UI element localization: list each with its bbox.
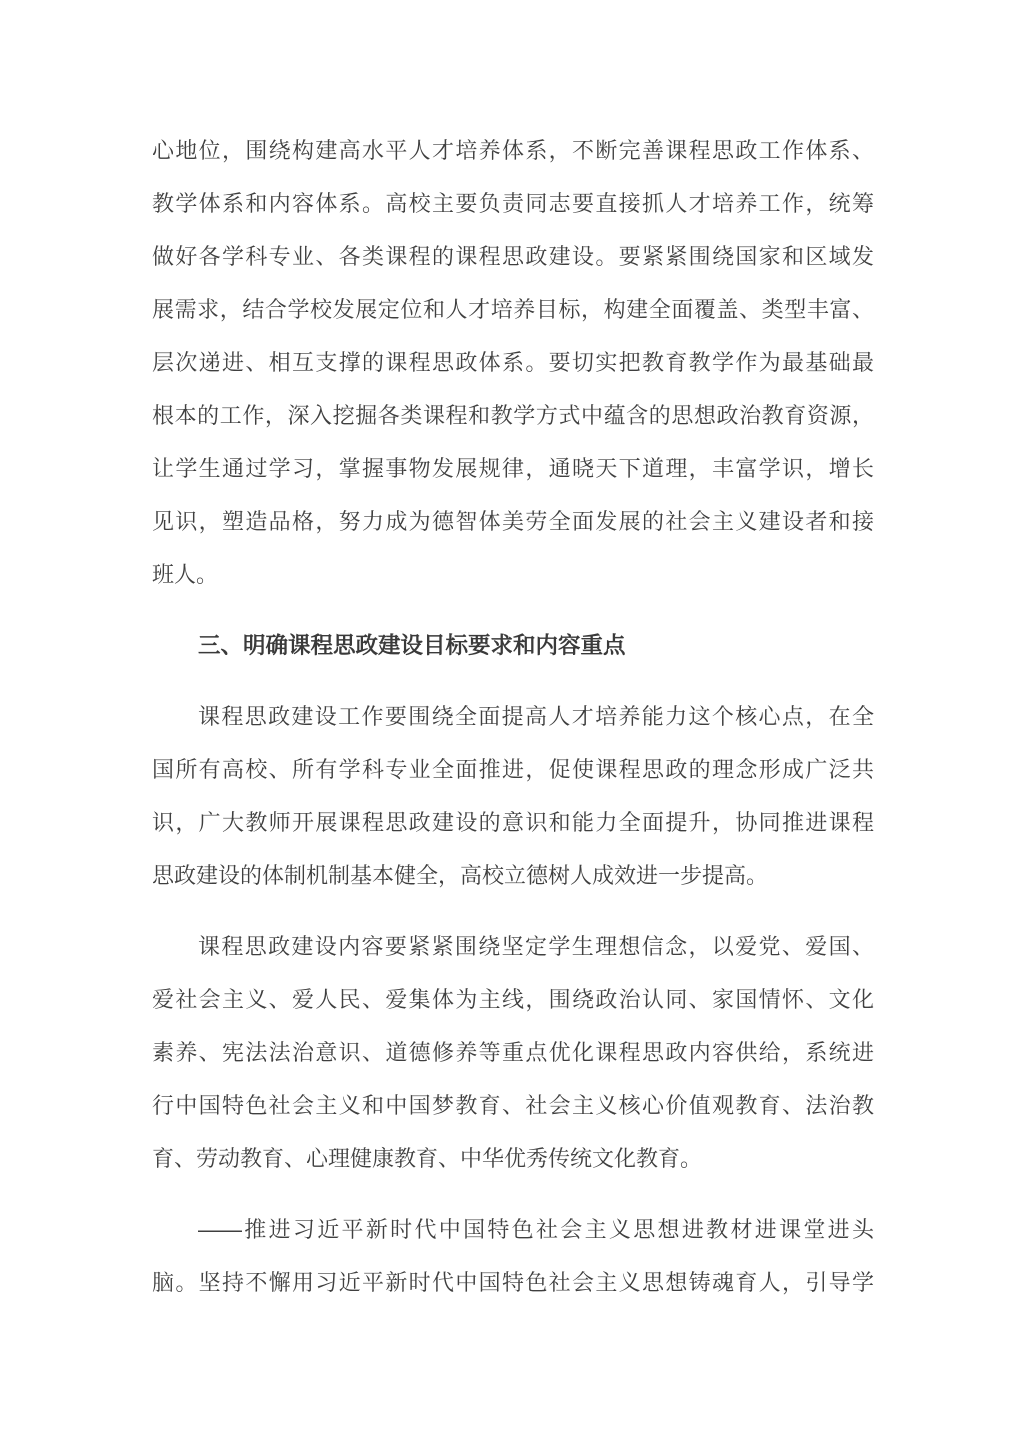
text-line: 课程思政建设内容要紧紧围绕坚定学生理想信念，以爱党、爱国、 xyxy=(198,934,874,959)
text-line: 心地位，围绕构建高水平人才培养体系，不断完善课程思政工作体系、 xyxy=(152,138,874,163)
document-text-area xyxy=(152,124,874,1327)
paragraph xyxy=(152,920,874,1185)
text-line: 行中国特色社会主义和中国梦教育、社会主义核心价值观教育、法治教 xyxy=(152,1093,874,1118)
text-line: 育、劳动教育、心理健康教育、中华优秀传统文化教育。 xyxy=(152,1146,703,1171)
text-line: 展需求，结合学校发展定位和人才培养目标，构建全面覆盖、类型丰富、 xyxy=(152,297,874,322)
text-line: 教学体系和内容体系。高校主要负责同志要直接抓人才培养工作，统筹 xyxy=(152,191,874,216)
text-line: 思政建设的体制机制基本健全，高校立德树人成效进一步提高。 xyxy=(152,863,769,888)
text-line: 做好各学科专业、各类课程的课程思政建设。要紧紧围绕国家和区域发 xyxy=(152,244,874,269)
paragraph-dash-item xyxy=(152,1203,874,1309)
text-line: 国所有高校、所有学科专业全面推进，促使课程思政的理念形成广泛共 xyxy=(152,757,874,782)
text-line: 脑。坚持不懈用习近平新时代中国特色社会主义思想铸魂育人，引导学 xyxy=(152,1270,874,1295)
section-heading: 三、明确课程思政建设目标要求和内容重点 xyxy=(198,633,626,658)
text-line: 让学生通过学习，掌握事物发展规律，通晓天下道理，丰富学识，增长 xyxy=(152,456,874,481)
text-line: 识，广大教师开展课程思政建设的意识和能力全面提升，协同推进课程 xyxy=(152,810,874,835)
text-line: 根本的工作，深入挖掘各类课程和教学方式中蕴含的思想政治教育资源， xyxy=(152,403,874,428)
text-line: 见识，塑造品格，努力成为德智体美劳全面发展的社会主义建设者和接 xyxy=(152,509,874,534)
text-line: 班人。 xyxy=(152,562,219,587)
paragraph-continuation xyxy=(152,124,874,601)
text-line: ——推进习近平新时代中国特色社会主义思想进教材进课堂进头 xyxy=(198,1217,874,1242)
text-line: 爱社会主义、爱人民、爱集体为主线，围绕政治认同、家国情怀、文化 xyxy=(152,987,874,1012)
paragraph xyxy=(152,690,874,902)
text-line: 素养、宪法法治意识、道德修养等重点优化课程思政内容供给，系统进 xyxy=(152,1040,874,1065)
text-line: 层次递进、相互支撑的课程思政体系。要切实把教育教学作为最基础最 xyxy=(152,350,874,375)
text-line: 课程思政建设工作要围绕全面提高人才培养能力这个核心点，在全 xyxy=(198,704,874,729)
